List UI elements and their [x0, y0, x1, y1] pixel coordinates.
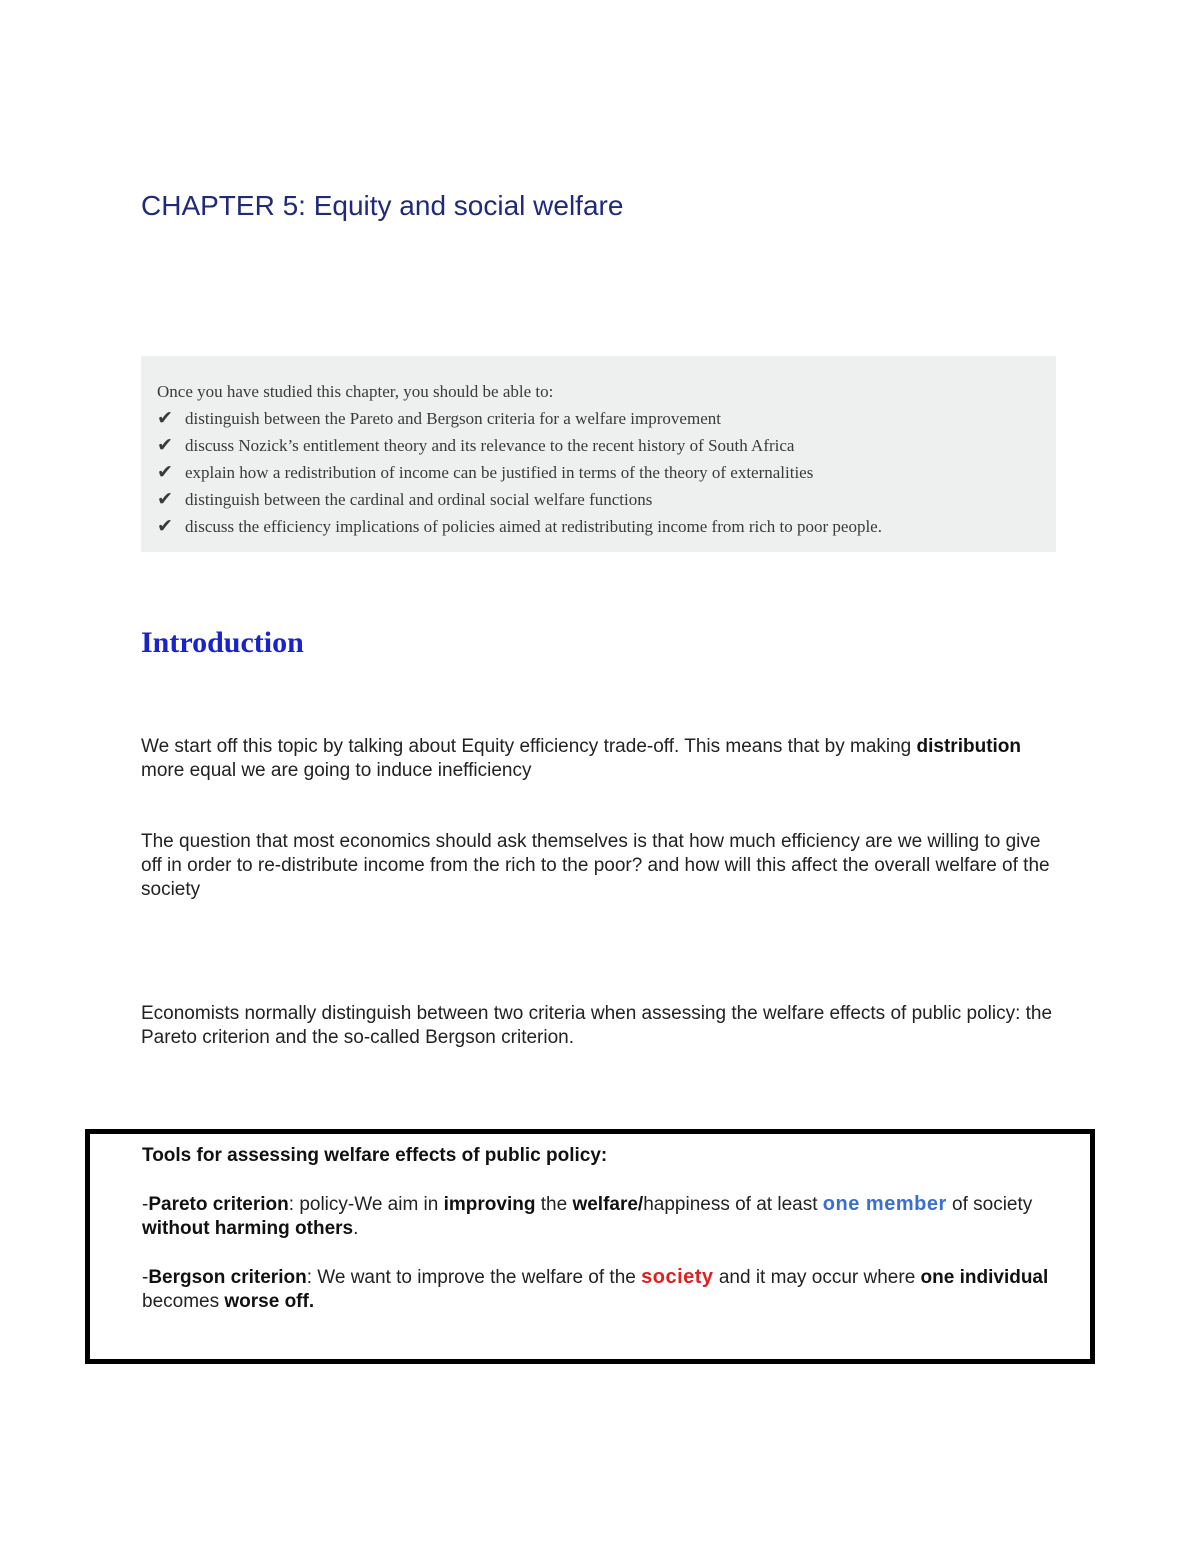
text: becomes	[142, 1291, 225, 1312]
check-mark-icon: ✔	[157, 488, 173, 510]
intro-paragraph-question: The question that most economics should ask themselves is that how much efficiency are we willing to give off in order to re-distribute income from the rich to the poor? and how will this affect the overall welfare of the society	[141, 831, 1050, 900]
bold-term: one individual	[920, 1267, 1049, 1288]
objective-item	[157, 513, 1056, 540]
text: : policy-We aim in	[288, 1194, 444, 1215]
bold-term: without harming others	[142, 1218, 354, 1239]
objective-text: distinguish between the Pareto and Bergson criteria for a welfare improvement	[185, 409, 721, 428]
learning-objectives-box	[141, 356, 1056, 552]
objective-text: explain how a redistribution of income can be justified in terms of the theory of externalities	[185, 463, 814, 482]
pareto-criterion-line	[142, 1192, 1062, 1241]
bergson-criterion-line	[142, 1265, 1062, 1314]
objective-text: discuss the efficiency implications of policies aimed at redistributing income from rich to poor people.	[185, 517, 882, 536]
text: .	[353, 1218, 359, 1239]
objective-item	[157, 486, 1056, 513]
tools-box	[85, 1129, 1095, 1364]
intro-paragraph-tradeoff	[141, 735, 1061, 783]
objectives-intro: Once you have studied this chapter, you should be able to:	[157, 382, 554, 401]
highlight-society: society	[641, 1266, 714, 1288]
text: : We want to improve the welfare of the	[306, 1267, 642, 1288]
paragraph-text: We start off this topic by talking about Equity efficiency trade-off. This means that by making	[141, 736, 917, 757]
bold-term: distribution	[916, 736, 1022, 757]
chapter-title: CHAPTER 5: Equity and social welfare	[141, 190, 624, 221]
objective-item	[157, 405, 1056, 432]
text: of society	[946, 1194, 1033, 1215]
paragraph-text: more equal we are going to induce inefficiency	[141, 760, 532, 781]
highlight-one-member: one member	[822, 1193, 947, 1215]
bergson-label: Bergson criterion	[148, 1267, 307, 1288]
tools-title: Tools for assessing welfare effects of public policy:	[142, 1145, 608, 1166]
text: happiness of at least	[643, 1194, 823, 1215]
check-mark-icon: ✔	[157, 461, 173, 483]
objective-item	[157, 432, 1056, 459]
bold-term: worse off.	[224, 1291, 315, 1312]
text: the	[535, 1194, 573, 1215]
objective-text: discuss Nozick’s entitlement theory and its relevance to the recent history of South Africa	[185, 436, 795, 455]
bold-term: welfare/	[572, 1194, 644, 1215]
introduction-heading: Introduction	[141, 626, 304, 659]
check-mark-icon: ✔	[157, 407, 173, 429]
bold-term: improving	[443, 1194, 536, 1215]
dash: -	[142, 1267, 149, 1288]
pareto-label: Pareto criterion	[148, 1194, 289, 1215]
dash: -	[142, 1194, 149, 1215]
objective-item	[157, 459, 1056, 486]
intro-paragraph-criteria: Economists normally distinguish between two criteria when assessing the welfare effects of public policy: the Pareto criterion and the so-called Bergson criterion.	[141, 1003, 1053, 1048]
objective-text: distinguish between the cardinal and ordinal social welfare functions	[185, 490, 653, 509]
check-mark-icon: ✔	[157, 515, 173, 537]
text: and it may occur where	[713, 1267, 921, 1288]
check-mark-icon: ✔	[157, 434, 173, 456]
